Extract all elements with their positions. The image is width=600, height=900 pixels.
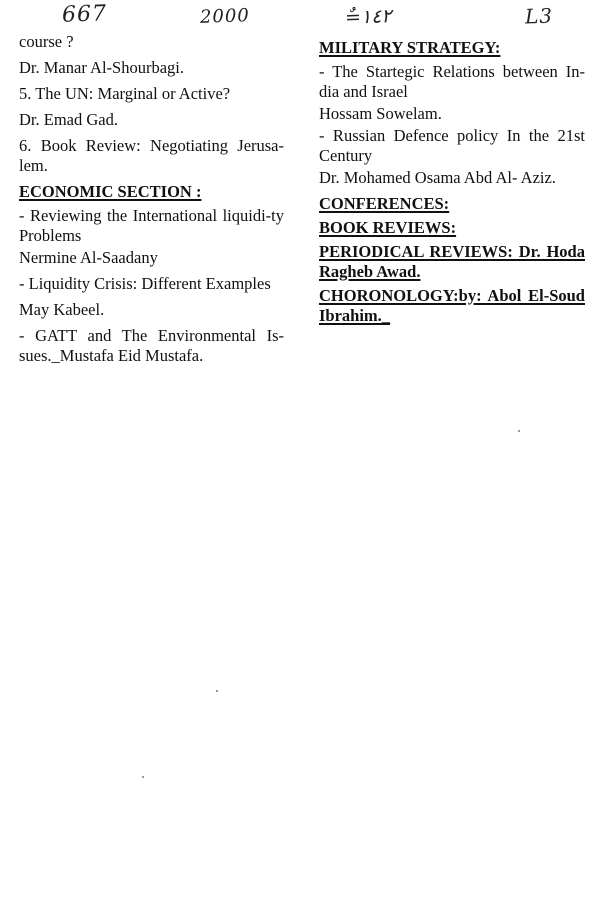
entry-title: - Liquidity Crisis: Different Examples	[19, 274, 271, 293]
section-heading-military-strategy: MILITARY STRATEGY:	[319, 38, 501, 57]
entry-author: May Kabeel.	[19, 300, 105, 319]
scan-speck	[216, 690, 218, 692]
handwritten-mark-page-number: 667	[61, 1, 108, 28]
text-line: Dr. Emad Gad.	[19, 110, 118, 129]
section-heading-chronology: CHORONOLOGY:by: Abol El-Soud Ibrahim._	[319, 286, 585, 325]
text-line: Dr. Manar Al-Shourbagi.	[19, 58, 184, 77]
text-line: 5. The UN: Marginal or Active?	[19, 84, 231, 103]
entry-title: - Russian Defence policy In the 21st Century	[319, 126, 585, 165]
entry-author: Dr. Mohamed Osama Abd Al- Aziz.	[319, 168, 556, 187]
handwritten-mark-issue: ٌ=١٤٢	[344, 5, 392, 29]
entry-author: Nermine Al-Saadany	[19, 248, 158, 267]
text-line: course ?	[19, 32, 74, 51]
section-heading-economic: ECONOMIC SECTION :	[19, 182, 202, 201]
entry-title: - GATT and The Environmental Is-sues._Mustafa Eid Mustafa.	[19, 326, 284, 365]
right-column	[319, 38, 585, 330]
text-line: 6. Book Review: Negotiating Jerusa-lem.	[19, 136, 284, 175]
left-column	[19, 32, 284, 372]
handwritten-mark-year: 2000	[199, 5, 251, 28]
section-heading-book-reviews: BOOK REVIEWS:	[319, 218, 457, 237]
entry-author: Hossam Sowelam.	[319, 104, 442, 123]
entry-title: - The Startegic Relations between In-dia and Israel	[319, 62, 585, 101]
section-heading-periodical-reviews: PERIODICAL REVIEWS: Dr. Hoda Ragheb Awad.	[319, 242, 585, 281]
entry-title: - Reviewing the International liquidi-ty Problems	[19, 206, 284, 245]
scan-speck	[518, 430, 520, 432]
scan-speck	[142, 776, 144, 778]
handwritten-mark-code: L3	[524, 3, 554, 29]
section-heading-conferences: CONFERENCES:	[319, 194, 450, 213]
